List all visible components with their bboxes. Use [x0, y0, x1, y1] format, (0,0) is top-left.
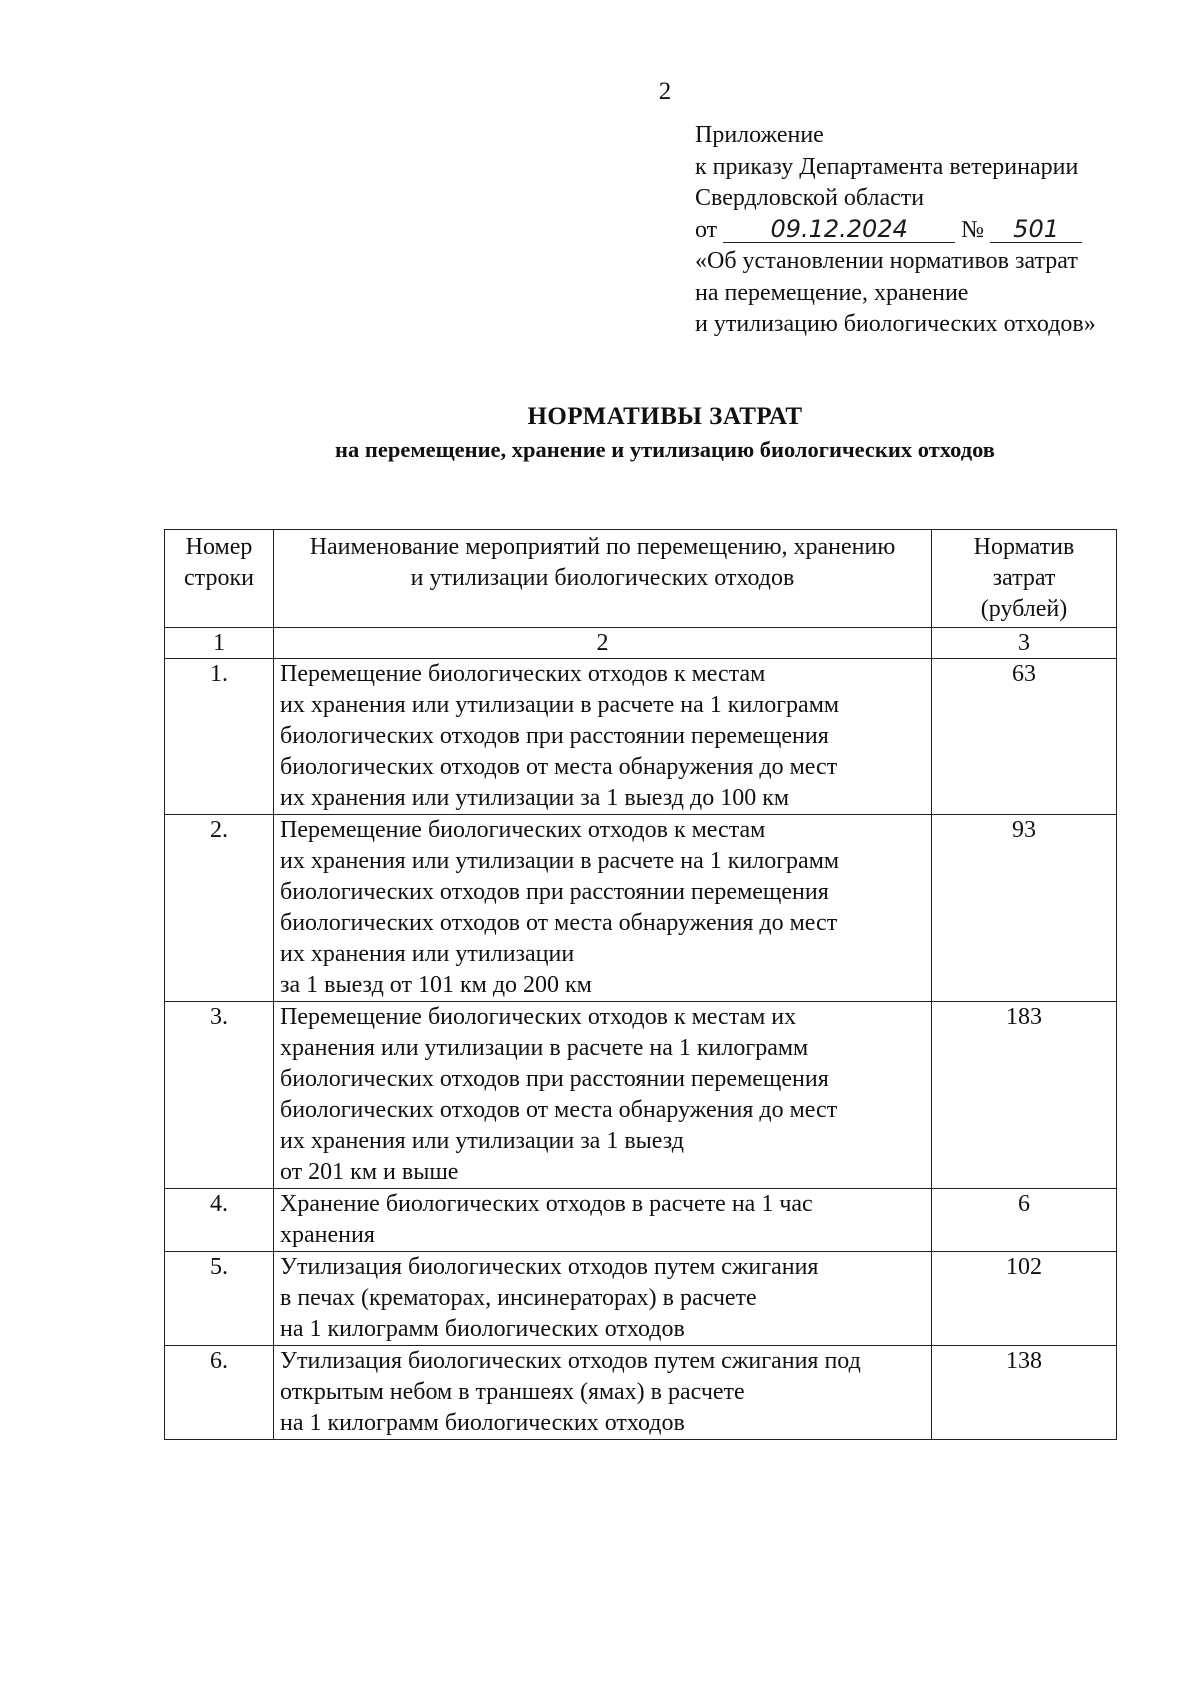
- page-number: 2: [658, 78, 672, 105]
- row-activity-name: Перемещение биологических отходов к местам их хранения или утилизации в расчете на 1 килограмм биологических отходов при расстоянии перемещения биологических отходов от места обнаружения до мест их хранения или утилизации за 1 выезд от 101 км до 200 км: [274, 815, 932, 1002]
- number-prefix: №: [961, 216, 985, 243]
- order-title-line: и утилизацию биологических отходов»: [695, 311, 1096, 337]
- row-number: 3.: [165, 1002, 274, 1189]
- row-cost-value: 63: [932, 659, 1117, 815]
- table-row: [165, 815, 1117, 1002]
- row-activity-name: Хранение биологических отходов в расчете на 1 час хранения: [274, 1189, 932, 1252]
- document-title: НОРМАТИВЫ ЗАТРАТ: [527, 403, 803, 430]
- row-cost-value: 138: [932, 1346, 1117, 1440]
- row-number: 2.: [165, 815, 274, 1002]
- table-row: [165, 1002, 1117, 1189]
- header-cost-norm: Норматив затрат (рублей): [932, 530, 1117, 628]
- date-prefix: от: [695, 216, 718, 243]
- row-cost-value: 183: [932, 1002, 1117, 1189]
- handwritten-date: 09.12.2024: [723, 216, 955, 243]
- appendix-line: Свердловской области: [695, 185, 925, 211]
- row-number: 4.: [165, 1189, 274, 1252]
- handwritten-number: 501: [990, 216, 1082, 243]
- appendix-line: Приложение: [695, 122, 824, 148]
- column-number: 1: [165, 628, 274, 659]
- row-activity-name: Перемещение биологических отходов к местам их хранения или утилизации в расчете на 1 килограмм биологических отходов при расстоянии перемещения биологических отходов от места обнаружения до мест их хранения или утилизации за 1 выезд до 100 км: [274, 659, 932, 815]
- row-number: 6.: [165, 1346, 274, 1440]
- row-activity-name: Утилизация биологических отходов путем сжигания под открытым небом в траншеях (ямах) в расчете на 1 килограмм биологических отходов: [274, 1346, 932, 1440]
- table-header-row: [165, 530, 1117, 628]
- column-number: 3: [932, 628, 1117, 659]
- column-number-row: [165, 628, 1117, 659]
- row-activity-name: Перемещение биологических отходов к местам их хранения или утилизации в расчете на 1 килограмм биологических отходов при расстоянии перемещения биологических отходов от места обнаружения до мест их хранения или утилизации за 1 выезд от 201 км и выше: [274, 1002, 932, 1189]
- appendix-date-line: [695, 215, 1096, 247]
- table-row: [165, 1346, 1117, 1440]
- order-title-line: на перемещение, хранение: [695, 279, 969, 306]
- column-number: 2: [274, 628, 932, 659]
- appendix-block: [695, 120, 1096, 341]
- order-title-line: «Об установлении нормативов затрат: [695, 248, 1078, 274]
- row-number: 1.: [165, 659, 274, 815]
- appendix-line: к приказу Департамента ветеринарии: [695, 153, 1079, 180]
- table-row: [165, 1189, 1117, 1252]
- table-row: [165, 1252, 1117, 1346]
- table-row: [165, 659, 1117, 815]
- row-cost-value: 102: [932, 1252, 1117, 1346]
- document-subtitle: на перемещение, хранение и утилизацию биологических отходов: [335, 437, 995, 462]
- header-activity-name: Наименование мероприятий по перемещению, хранению и утилизации биологических отходов: [274, 530, 932, 628]
- header-row-number: Номер строки: [165, 530, 274, 628]
- row-activity-name: Утилизация биологических отходов путем сжигания в печах (крематорах, инсинераторах) в расчете на 1 килограмм биологических отходов: [274, 1252, 932, 1346]
- row-number: 5.: [165, 1252, 274, 1346]
- norms-table: [164, 529, 1117, 1440]
- row-cost-value: 6: [932, 1189, 1117, 1252]
- row-cost-value: 93: [932, 815, 1117, 1002]
